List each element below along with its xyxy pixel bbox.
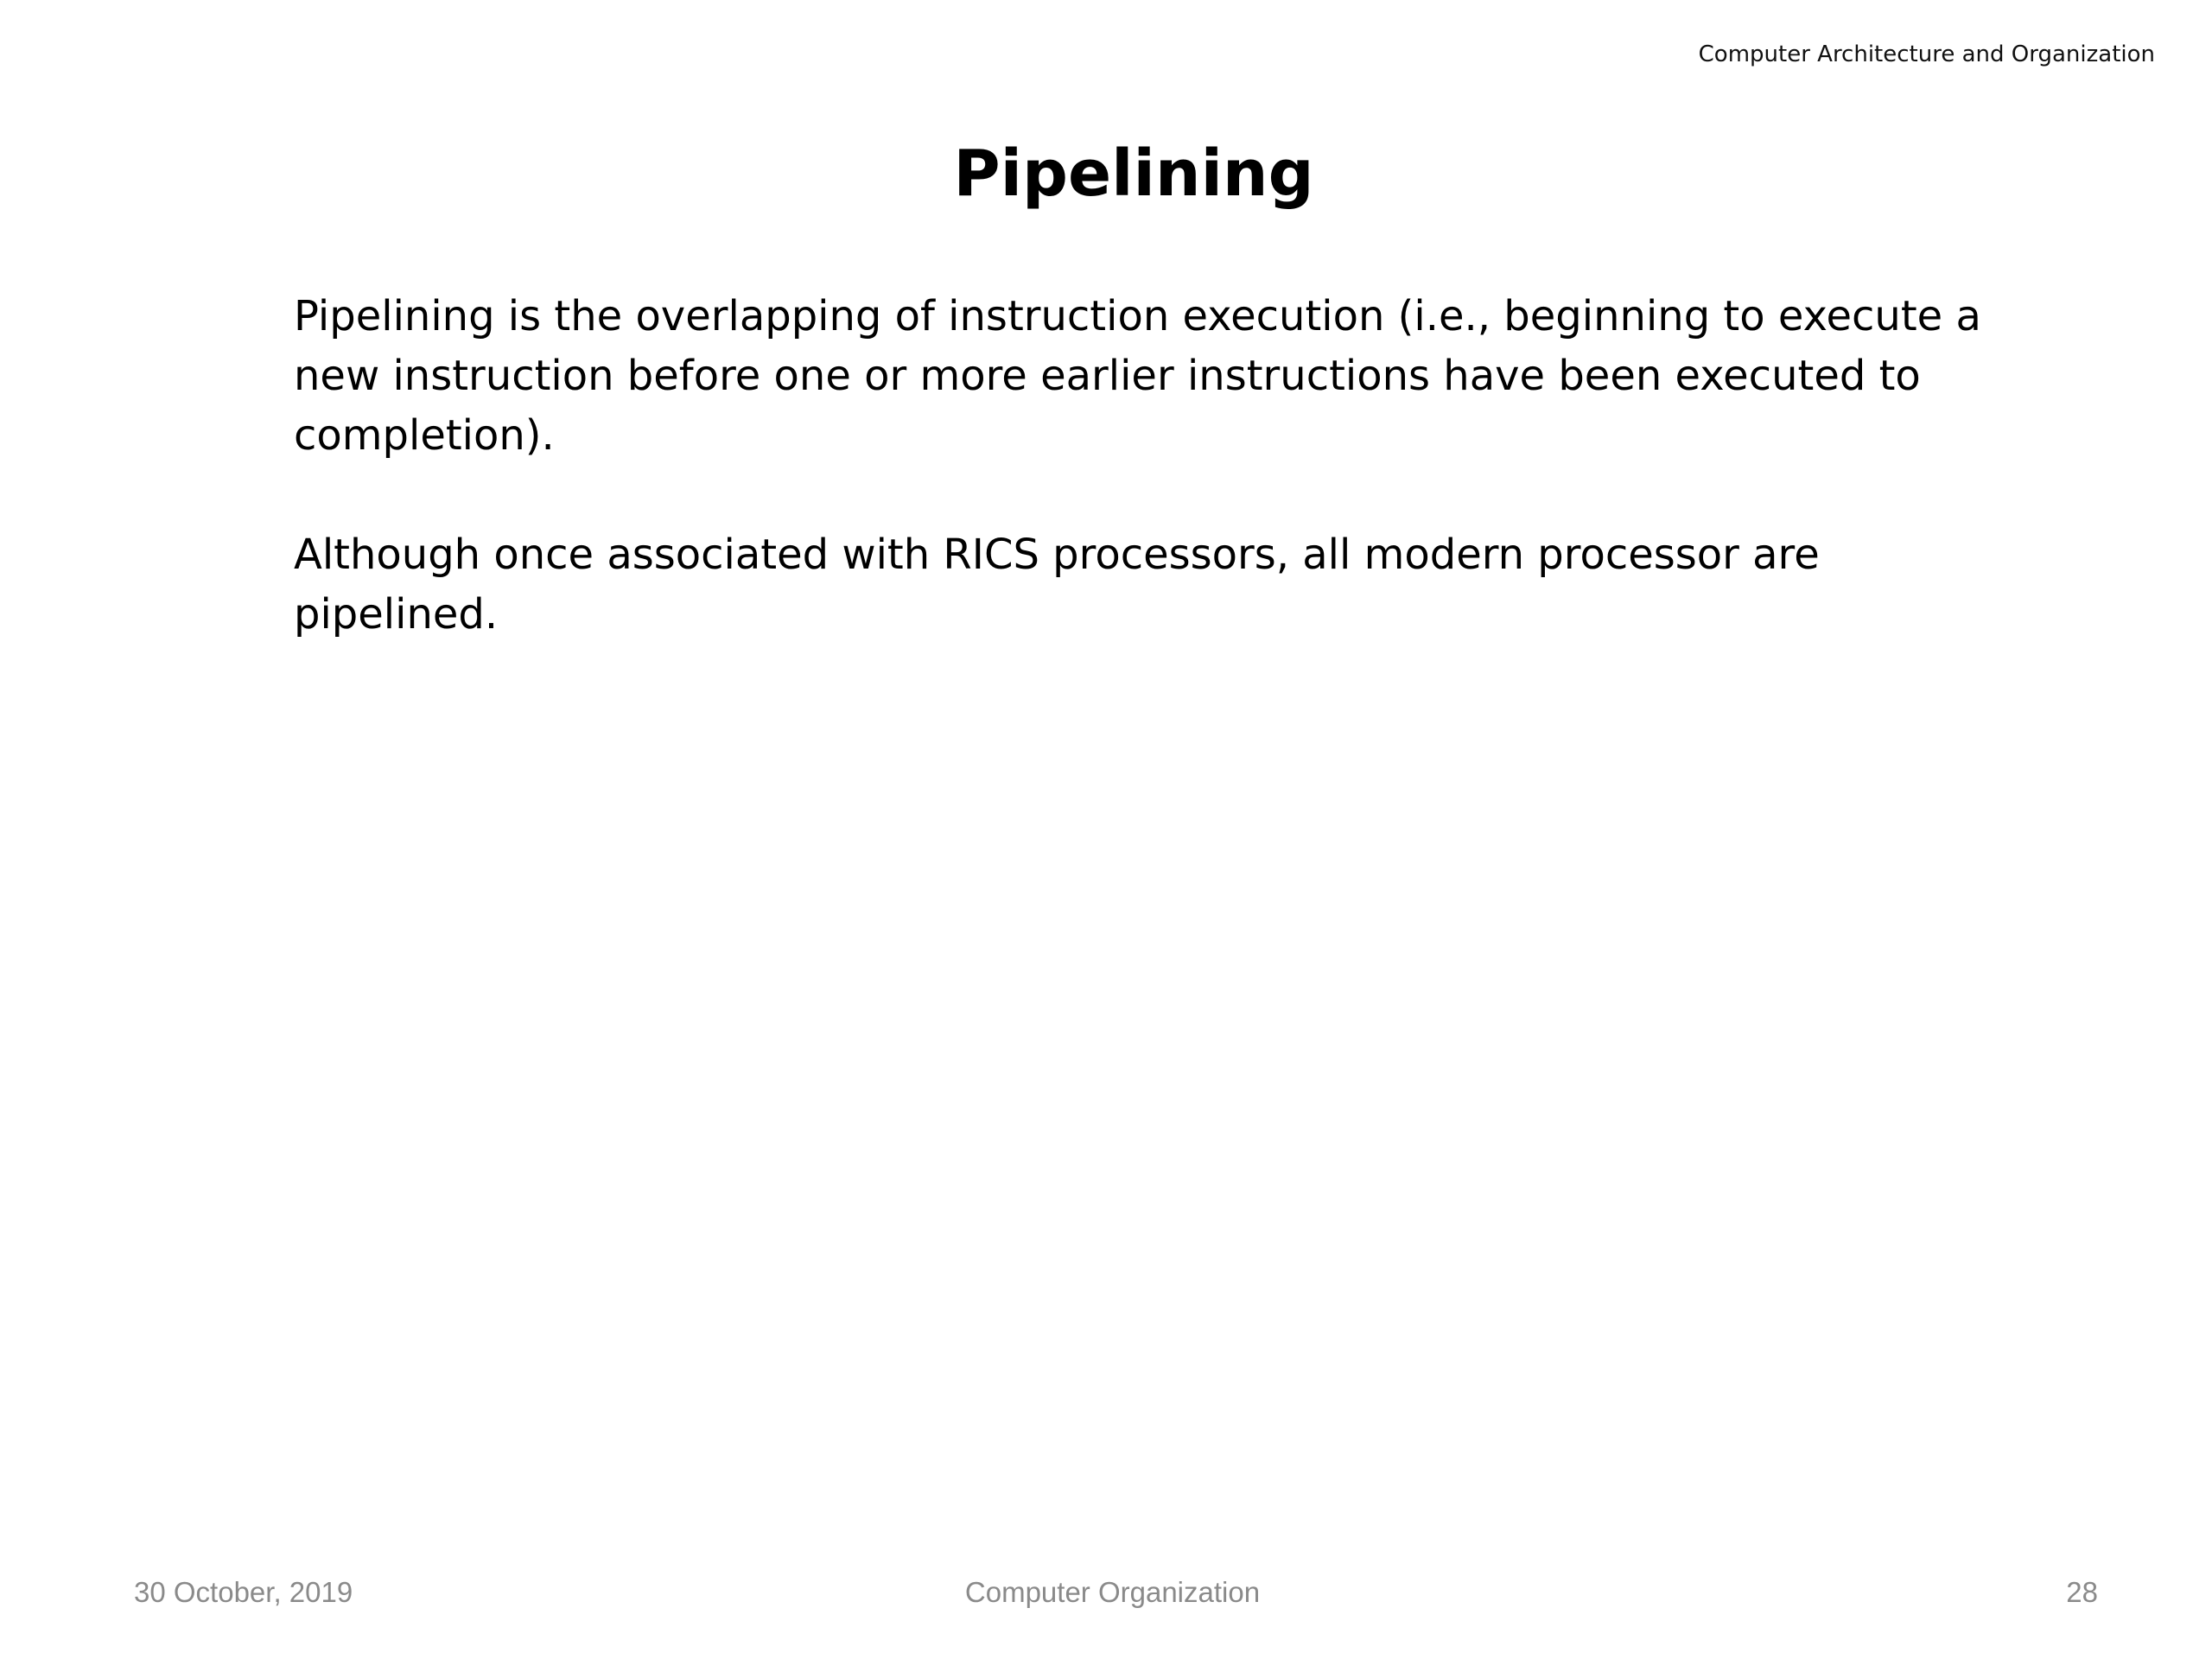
page-number: 28 [2066,1576,2098,1608]
footer-title: Computer Organization [964,1576,1261,1608]
body-paragraph-modern: Although once associated with RICS processors, all modern processor are pipelined. [294,531,1820,639]
footer-date: 30 October, 2019 [134,1576,353,1608]
header-course-title: Computer Architecture and Organization [1698,41,2155,67]
slide-title: Pipelining [953,137,1314,211]
slide-body [294,287,2013,704]
body-paragraph-definition: Pipelining is the overlapping of instruction execution (i.e., beginning to execute a new instruction before one or more earlier instructions have been executed to completion). [294,292,1981,460]
